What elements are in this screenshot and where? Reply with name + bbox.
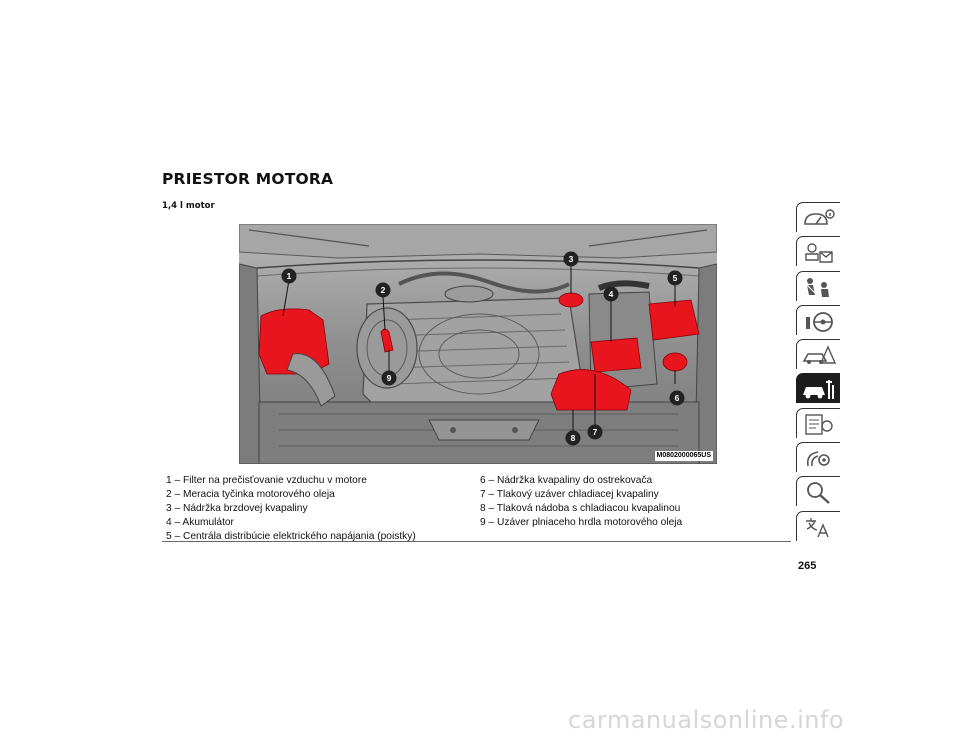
seatbelt-safety-icon <box>802 275 836 299</box>
legend-item: 6 – Nádržka kvapaliny do ostrekovača <box>480 475 653 486</box>
callout-7: 7 <box>592 427 598 438</box>
tab-safety[interactable] <box>796 271 840 301</box>
tab-language[interactable] <box>796 511 840 541</box>
warning-lights-icon <box>802 240 836 264</box>
tab-dashboard-info[interactable] <box>796 202 840 232</box>
page-title: PRIESTOR MOTORA <box>162 170 334 188</box>
callout-8: 8 <box>570 433 576 444</box>
car-maintenance-icon <box>802 377 836 401</box>
legend-item: 5 – Centrála distribúcie elektrického napájania (poistky) <box>166 531 416 542</box>
engine-illustration <box>239 224 717 464</box>
callout-4: 4 <box>608 289 614 300</box>
callout-2: 2 <box>380 285 386 296</box>
dashboard-info-icon <box>802 206 836 230</box>
technical-specs-icon <box>802 412 836 436</box>
language-icon <box>802 515 836 539</box>
figure-code: M0802000065US <box>656 452 711 459</box>
legend-column-right <box>480 474 682 530</box>
tab-technical-specs[interactable] <box>796 408 840 438</box>
legend-item: 7 – Tlakový uzáver chladiacej kvapaliny <box>480 489 659 500</box>
callout-5: 5 <box>672 273 678 284</box>
tab-multimedia[interactable] <box>796 442 840 472</box>
engine-compartment-figure <box>239 224 717 464</box>
legend-column-left <box>166 474 416 544</box>
tab-index[interactable] <box>796 476 840 506</box>
tab-emergency[interactable] <box>796 339 840 369</box>
legend-item: 2 – Meracia tyčinka motorového oleja <box>166 489 335 500</box>
legend-item: 8 – Tlaková nádoba s chladiacou kvapalinou <box>480 503 681 514</box>
steering-wheel-icon <box>802 309 836 333</box>
multimedia-icon <box>802 446 836 470</box>
page-number: 265 <box>798 560 817 572</box>
watermark: carmanualsonline.info <box>568 706 845 734</box>
callout-3: 3 <box>568 254 574 265</box>
callout-1: 1 <box>286 271 292 282</box>
callout-6: 6 <box>674 393 680 404</box>
legend-divider <box>162 541 791 542</box>
search-index-icon <box>802 480 836 504</box>
section-subtitle: 1,4 l motor <box>162 201 215 211</box>
tab-driving[interactable] <box>796 305 840 335</box>
legend-item: 9 – Uzáver plniaceho hrdla motorového oleja <box>480 517 683 528</box>
legend-item: 4 – Akumulátor <box>166 517 234 528</box>
chapter-tabs <box>796 202 841 545</box>
callout-9: 9 <box>386 373 392 384</box>
roadside-emergency-icon <box>802 343 836 367</box>
tab-warning-lights[interactable] <box>796 236 840 266</box>
legend-item: 1 – Filter na prečisťovanie vzduchu v motore <box>166 475 367 486</box>
tab-maintenance[interactable] <box>796 373 840 403</box>
legend-item: 3 – Nádržka brzdovej kvapaliny <box>166 503 308 514</box>
